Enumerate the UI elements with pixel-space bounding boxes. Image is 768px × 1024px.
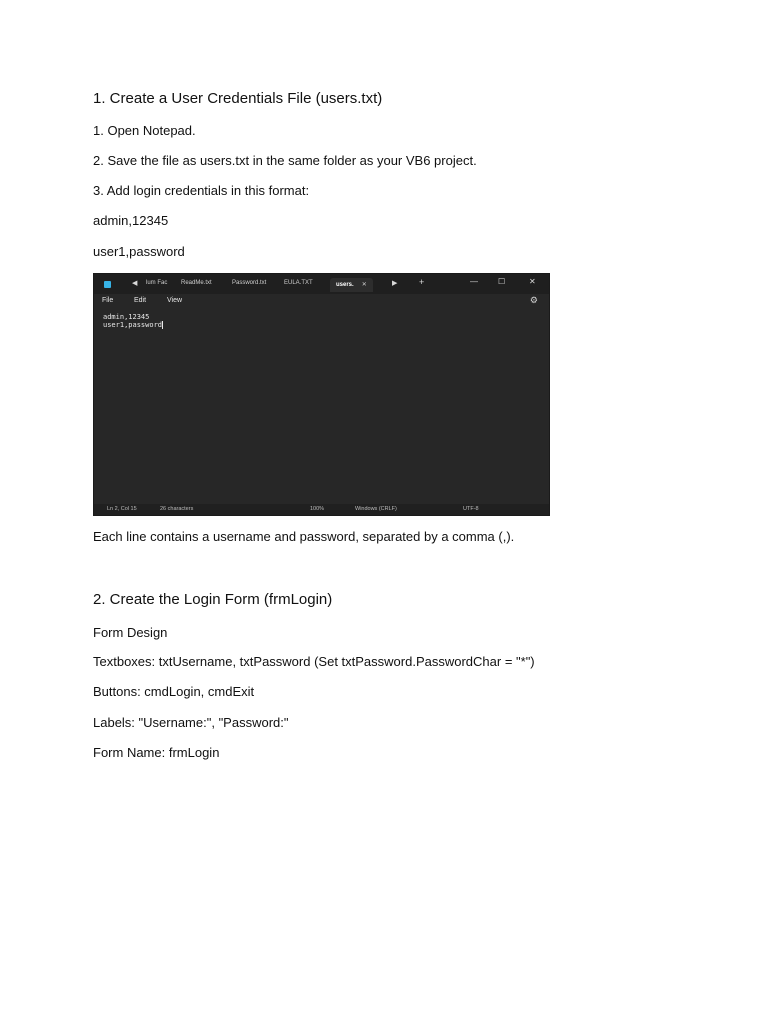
- step-3-text: 3. Add login credentials in this format:: [93, 183, 310, 198]
- status-character-count: 26 characters: [160, 506, 194, 512]
- notepad-text-area[interactable]: [94, 310, 549, 505]
- step-1-text: 1. Open Notepad.: [93, 123, 196, 138]
- tab-lum-fac[interactable]: lum Fac: [146, 280, 168, 286]
- editor-line-2: [103, 321, 163, 329]
- editor-line-1: admin,12345: [103, 313, 150, 321]
- notepad-titlebar: [94, 274, 549, 294]
- labels-line: Labels: "Username:", "Password:": [93, 715, 289, 730]
- maximize-icon[interactable]: ☐: [498, 277, 506, 286]
- tab-scroll-right-icon[interactable]: ▶: [392, 280, 398, 287]
- new-tab-icon[interactable]: +: [419, 277, 425, 287]
- credential-line-admin: admin,12345: [93, 213, 169, 228]
- tab-users-label: users.: [336, 282, 354, 288]
- tab-close-icon[interactable]: ✕: [361, 282, 367, 288]
- status-cursor-position: Ln 2, Col 15: [107, 506, 137, 512]
- textboxes-line: Textboxes: txtUsername, txtPassword (Set txtPassword.PasswordChar = "*"): [93, 654, 535, 669]
- text-caret: [162, 321, 163, 329]
- minimize-icon[interactable]: —: [470, 277, 478, 286]
- tab-readme[interactable]: ReadMe.txt: [181, 280, 212, 286]
- tab-password[interactable]: Password.txt: [232, 280, 267, 286]
- editor-line-2-text: user1,password: [103, 321, 163, 329]
- tab-users-active[interactable]: [330, 278, 373, 292]
- notepad-app-icon: [104, 281, 111, 288]
- form-name-line: Form Name: frmLogin: [93, 745, 220, 760]
- status-encoding[interactable]: UTF-8: [463, 506, 479, 512]
- notepad-menubar: [94, 294, 549, 310]
- tab-eula[interactable]: EULA.TXT: [284, 280, 313, 286]
- buttons-line: Buttons: cmdLogin, cmdExit: [93, 684, 255, 699]
- menu-edit[interactable]: Edit: [134, 297, 147, 304]
- form-design-label: Form Design: [93, 625, 168, 640]
- close-window-icon[interactable]: ✕: [529, 277, 536, 286]
- tab-scroll-left-icon[interactable]: ◀: [132, 280, 138, 287]
- menu-file[interactable]: File: [102, 297, 114, 304]
- settings-gear-icon[interactable]: ⚙: [529, 295, 538, 305]
- menu-view[interactable]: View: [167, 297, 183, 304]
- status-line-endings[interactable]: Windows (CRLF): [355, 506, 397, 512]
- section-1-heading: 1. Create a User Credentials File (users.txt): [93, 90, 383, 107]
- notepad-screenshot: [93, 273, 550, 516]
- step-2-text: 2. Save the file as users.txt in the same folder as your VB6 project.: [93, 153, 477, 168]
- credential-line-user1: user1,password: [93, 244, 185, 259]
- section-2-heading: 2. Create the Login Form (frmLogin): [93, 591, 333, 608]
- notepad-statusbar: [94, 504, 549, 515]
- status-zoom[interactable]: 100%: [310, 506, 325, 512]
- credentials-format-note: Each line contains a username and password, separated by a comma (,).: [93, 529, 515, 544]
